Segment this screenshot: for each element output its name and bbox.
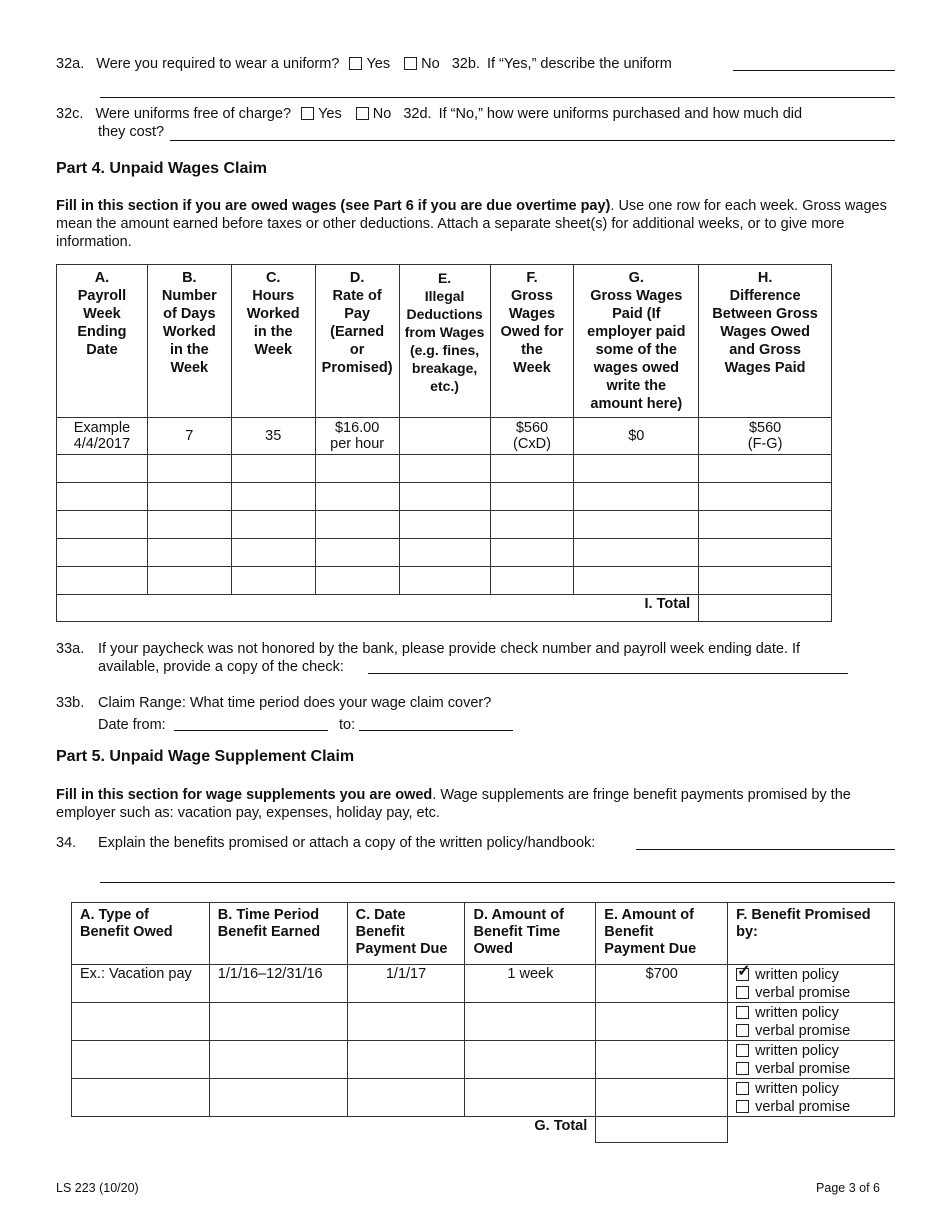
example-difference: $560 (F-G) <box>699 418 832 455</box>
part4-title: Part 4. Unpaid Wages Claim <box>56 160 268 177</box>
wages-total-row <box>57 595 832 622</box>
supp-col-b-header: B. Time Period Benefit Earned <box>209 903 347 965</box>
example-date: Example 4/4/2017 <box>57 418 148 455</box>
part5-intro-bold: Fill in this section for wage supplements you are owed <box>56 787 433 803</box>
written-policy-label: written policy <box>755 1081 839 1097</box>
wages-col-e-header: E. Illegal Deductions from Wages (e.g. fines, breakage, etc.) <box>399 265 490 418</box>
q32c-yes-label: Yes <box>318 106 342 122</box>
part5-title: Part 5. Unpaid Wage Supplement Claim <box>56 748 355 765</box>
wages-total-input[interactable] <box>699 595 832 622</box>
unpaid-wages-table <box>56 264 832 622</box>
q33b-text: Claim Range: What time period does your wage claim cover? <box>98 695 492 711</box>
wages-header-row <box>57 265 832 418</box>
q32a-row <box>56 56 672 72</box>
written-policy-checkbox[interactable] <box>736 1082 749 1095</box>
date-to-input[interactable] <box>359 730 513 731</box>
supp-promised-by <box>728 1041 895 1079</box>
supplement-entry-row[interactable] <box>72 1079 895 1117</box>
wages-example-row <box>57 418 832 455</box>
date-from-input[interactable] <box>174 730 328 731</box>
supp-col-c-header: C. Date Benefit Payment Due <box>347 903 465 965</box>
supplement-total-input[interactable] <box>596 1117 728 1143</box>
supp-example-promised-by <box>728 965 895 1003</box>
wages-entry-row[interactable] <box>57 539 832 567</box>
wages-col-a-header: A. Payroll Week Ending Date <box>57 265 148 418</box>
q32c-text: Were uniforms free of charge? <box>95 106 292 122</box>
q32c-no-checkbox[interactable] <box>356 107 369 120</box>
wages-col-f-header: F. Gross Wages Owed for the Week <box>490 265 574 418</box>
q32a-yes-label: Yes <box>366 56 391 72</box>
supp-example-type: Ex.: Vacation pay <box>72 965 210 1003</box>
q32d-number: 32d. <box>403 106 432 122</box>
page-number: Page 3 of 6 <box>816 1181 880 1195</box>
verbal-promise-checkbox[interactable] <box>736 1100 749 1113</box>
supplement-total-row <box>72 1117 895 1143</box>
q32c-row <box>56 106 802 122</box>
q33a-text-cont: available, provide a copy of the check: <box>98 659 344 675</box>
date-to-label: to: <box>339 717 356 733</box>
wages-entry-row[interactable] <box>57 511 832 539</box>
verbal-promise-checkbox[interactable] <box>736 1024 749 1037</box>
example-gross-owed: $560 (CxD) <box>490 418 574 455</box>
wages-col-b-header: B. Number of Days Worked in the Week <box>147 265 231 418</box>
part4-intro <box>56 197 896 251</box>
q32b-number: 32b. <box>451 56 480 72</box>
supplement-entry-row[interactable] <box>72 1041 895 1079</box>
q32b-answer-line-2[interactable] <box>100 97 895 98</box>
verbal-promise-checkbox[interactable] <box>736 1062 749 1075</box>
wages-col-g-header: G. Gross Wages Paid (If employer paid some of the wages owed write the amount here) <box>574 265 699 418</box>
supp-col-e-header: E. Amount of Benefit Payment Due <box>596 903 728 965</box>
supp-col-a-header: A. Type of Benefit Owed <box>72 903 210 965</box>
form-id: LS 223 (10/20) <box>56 1181 139 1195</box>
supp-promised-by <box>728 1079 895 1117</box>
wages-entry-row[interactable] <box>57 455 832 483</box>
verbal-promise-label: verbal promise <box>755 1099 851 1115</box>
part4-intro-bold: Fill in this section if you are owed wages (see Part 6 if you are due overtime pay) <box>56 198 611 214</box>
part5-intro-rest: . Wage supplements are fringe benefit payments promised by the employer such as: vacation pay, expenses, holiday pay, etc. <box>56 787 851 821</box>
written-policy-label: written policy <box>755 1043 839 1059</box>
verbal-promise-label: verbal promise <box>755 985 851 1001</box>
q32a-yes-checkbox[interactable] <box>349 57 362 70</box>
part4-intro-rest: . Use one row for each week. Gross wages mean the amount earned before taxes or other deductions. Attach a separate sheet(s) for additional weeks, or to give more information. <box>56 198 887 250</box>
supplement-header-row <box>72 903 895 965</box>
wages-col-c-header: C. Hours Worked in the Week <box>231 265 315 418</box>
q32b-answer-line[interactable] <box>733 70 895 71</box>
q32d-text: If “No,” how were uniforms purchased and how much did <box>438 106 803 122</box>
q33a-text: If your paycheck was not honored by the bank, please provide check number and payroll week ending date. If <box>98 641 801 657</box>
q33a-number: 33a. <box>56 641 85 657</box>
date-from-label: Date from: <box>98 717 166 733</box>
q32c-number: 32c. <box>56 106 84 122</box>
q33a-answer-line[interactable] <box>368 673 848 674</box>
q34-answer-line-2[interactable] <box>100 882 895 883</box>
q32a-text: Were you required to wear a uniform? <box>96 56 340 72</box>
written-policy-label: written policy <box>755 1005 839 1021</box>
written-policy-checkbox[interactable] <box>736 1006 749 1019</box>
wage-supplement-table <box>71 902 895 1143</box>
q32a-no-label: No <box>421 56 440 72</box>
example-hours: 35 <box>231 418 315 455</box>
wages-entry-row[interactable] <box>57 567 832 595</box>
example-gross-paid: $0 <box>574 418 699 455</box>
q34-text: Explain the benefits promised or attach a copy of the written policy/handbook: <box>98 835 596 851</box>
q34-answer-line[interactable] <box>636 849 895 850</box>
supp-example-date: 1/1/17 <box>347 965 465 1003</box>
supplement-entry-row[interactable] <box>72 1003 895 1041</box>
verbal-promise-label: verbal promise <box>755 1061 851 1077</box>
supp-col-d-header: D. Amount of Benefit Time Owed <box>465 903 596 965</box>
part5-intro <box>56 786 896 822</box>
supp-example-amount-time: 1 week <box>465 965 596 1003</box>
supp-example-amount-pay: $700 <box>596 965 728 1003</box>
supplement-total-label: G. Total <box>72 1117 596 1143</box>
wages-col-h-header: H. Difference Between Gross Wages Owed and Gross Wages Paid <box>699 265 832 418</box>
verbal-promise-label: verbal promise <box>755 1023 851 1039</box>
supp-example-period: 1/1/16–12/31/16 <box>209 965 347 1003</box>
supp-promised-by <box>728 1003 895 1041</box>
q32b-text: If “Yes,” describe the uniform <box>486 56 672 72</box>
q33b-number: 33b. <box>56 695 85 711</box>
q32c-no-label: No <box>372 106 392 122</box>
q32d-text-cont: they cost? <box>98 124 165 140</box>
supplement-example-row <box>72 965 895 1003</box>
written-policy-checkbox-checked[interactable] <box>736 968 749 981</box>
written-policy-label: written policy <box>755 967 839 983</box>
q32a-no-checkbox[interactable] <box>404 57 417 70</box>
example-rate: $16.00 per hour <box>315 418 399 455</box>
wages-entry-row[interactable] <box>57 483 832 511</box>
supp-col-f-header: F. Benefit Promised by: <box>728 903 895 965</box>
example-days: 7 <box>147 418 231 455</box>
verbal-promise-checkbox[interactable] <box>736 986 749 999</box>
q32d-answer-line[interactable] <box>170 140 895 141</box>
q34-number: 34. <box>56 835 77 851</box>
example-deductions <box>399 418 490 455</box>
q32c-yes-checkbox[interactable] <box>301 107 314 120</box>
wages-col-d-header: D. Rate of Pay (Earned or Promised) <box>315 265 399 418</box>
q32a-number: 32a. <box>56 56 85 72</box>
written-policy-checkbox[interactable] <box>736 1044 749 1057</box>
wages-total-label: I. Total <box>57 595 699 622</box>
